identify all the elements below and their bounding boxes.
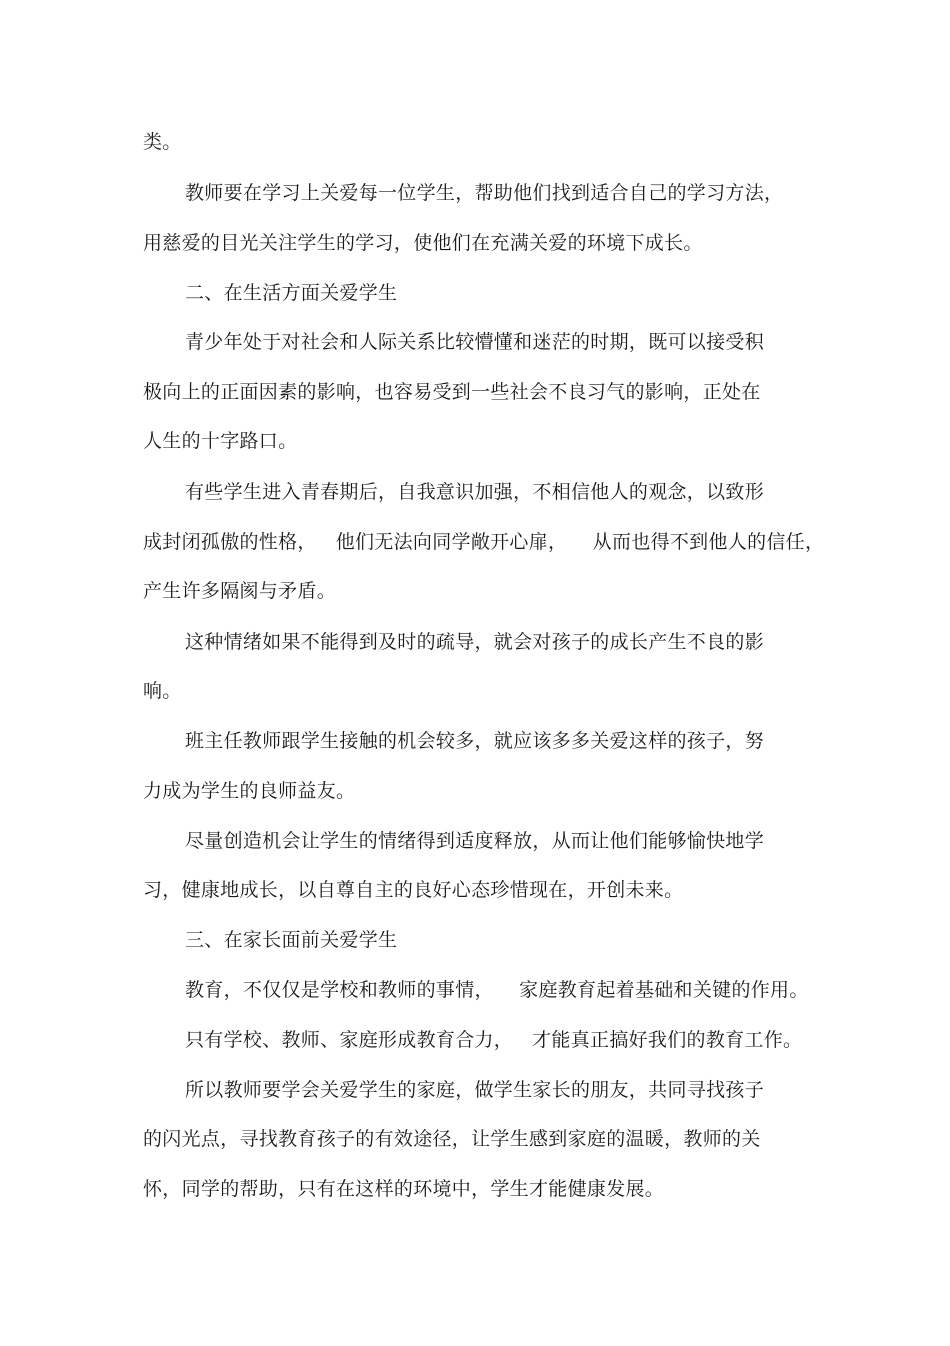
- text-line: 这种情绪如果不能得到及时的疏导，就会对孩子的成长产生不良的影: [185, 631, 765, 653]
- text-line: 力成为学生的良师益友。: [143, 780, 356, 802]
- text-line: 产生许多隔阂与矛盾。: [143, 580, 337, 602]
- text-line: 习，健康地成长，以自尊自主的良好心态珍惜现在，开创未来。: [143, 879, 684, 901]
- text-line: 响。: [143, 680, 182, 702]
- text-line: 所以教师要学会关爱学生的家庭，做学生家长的朋友，共同寻找孩子: [185, 1079, 765, 1101]
- text-line: 怀，同学的帮助，只有在这样的环境中，学生才能健康发展。: [143, 1178, 665, 1200]
- text-line: 教育，不仅仅是学校和教师的事情， 家庭教育起着基础和关键的作用。: [185, 979, 809, 1001]
- text-line: 有些学生进入青春期后，自我意识加强，不相信他人的观念，以致形: [185, 481, 765, 503]
- text-line: 尽量创造机会让学生的情绪得到适度释放，从而让他们能够愉快地学: [185, 830, 765, 852]
- text-line: 班主任教师跟学生接触的机会较多，就应该多多关爱这样的孩子，努: [185, 730, 765, 752]
- text-line: 用慈爱的目光关注学生的学习，使他们在充满关爱的环境下成长。: [143, 232, 703, 254]
- section-heading: 三、在家长面前关爱学生: [185, 929, 398, 951]
- text-line: 人生的十字路口。: [143, 430, 298, 452]
- text-line: 极向上的正面因素的影响，也容易受到一些社会不良习气的影响，正处在: [143, 381, 761, 403]
- section-heading: 二、在生活方面关爱学生: [185, 282, 398, 304]
- text-line: 只有学校、教师、家庭形成教育合力， 才能真正搞好我们的教育工作。: [185, 1029, 803, 1051]
- text-line: 教师要在学习上关爱每一位学生，帮助他们找到适合自己的学习方法，: [185, 182, 784, 204]
- text-line: 的闪光点，寻找教育孩子的有效途径，让学生感到家庭的温暖，教师的关: [143, 1128, 761, 1150]
- text-line: 类。: [143, 131, 182, 153]
- text-line: 青少年处于对社会和人际关系比较懵懂和迷茫的时期，既可以接受积: [185, 331, 765, 353]
- text-line: 成封闭孤傲的性格， 他们无法向同学敞开心扉， 从而也得不到他人的信任，: [143, 531, 825, 553]
